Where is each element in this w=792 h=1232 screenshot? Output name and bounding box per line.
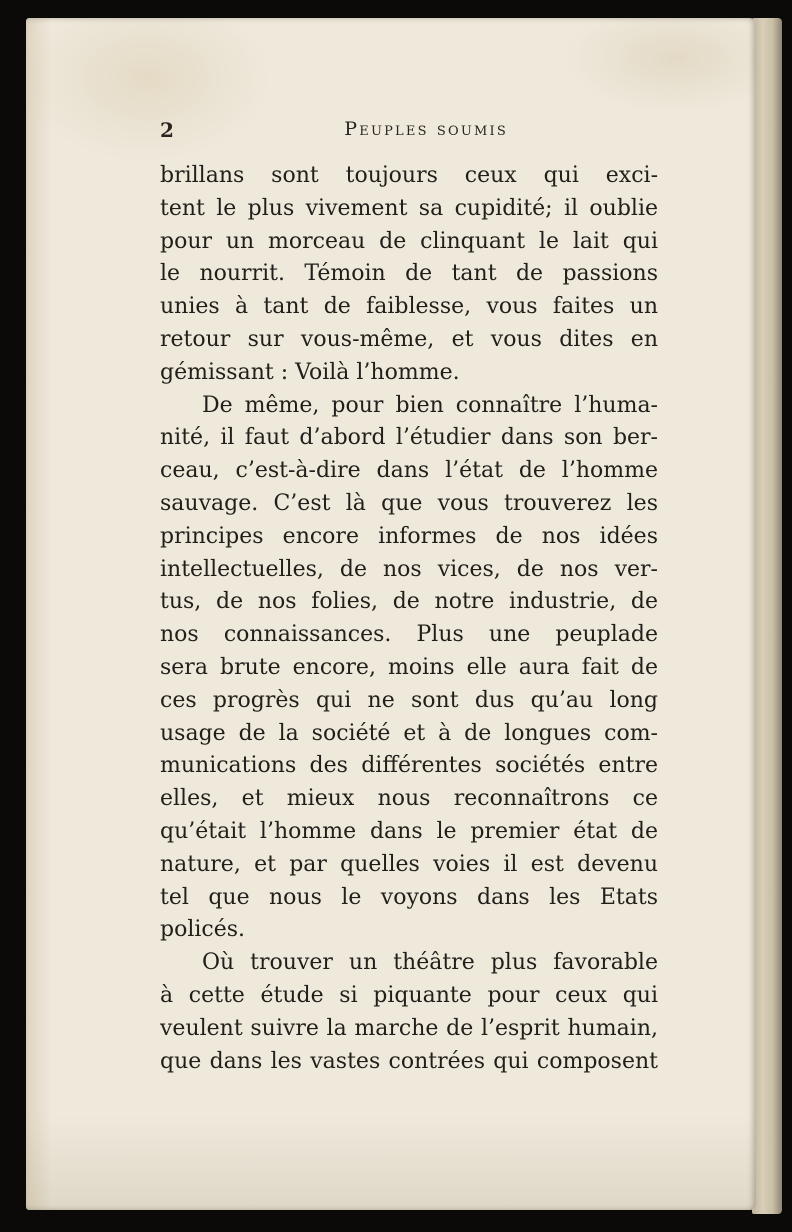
text-line: sauvage. C’est là que vous trouverez les xyxy=(160,490,658,516)
text-line: nos connaissances. Plus une peuplade xyxy=(160,622,658,648)
text-line: à cette étude si piquante pour ceux qui xyxy=(160,982,658,1008)
text-line: qu’était l’homme dans le premier état de xyxy=(160,818,658,844)
text-line: sera brute encore, moins elle aura fait de xyxy=(160,654,658,680)
text-line: le nourrit. Témoin de tant de passions xyxy=(160,261,658,287)
text-line: unies à tant de faiblesse, vous faites un xyxy=(160,294,658,320)
text-line: usage de la société et à de longues com- xyxy=(160,720,658,746)
text-line: gémissant : Voilà l’homme. xyxy=(160,359,460,385)
running-head xyxy=(160,116,508,146)
adjacent-page-edge xyxy=(752,18,782,1214)
text-line: ces progrès qui ne sont dus qu’au long xyxy=(160,687,658,713)
text-line: tus, de nos folies, de notre industrie, de xyxy=(160,589,658,615)
text-line: retour sur vous-même, et vous dites en xyxy=(160,326,658,352)
text-line: policés. xyxy=(160,917,246,943)
page-number: 2 xyxy=(160,118,174,142)
text-line: nité, il faut d’abord l’étudier dans son ber- xyxy=(160,425,658,451)
text-line: que dans les vastes contrées qui composent xyxy=(160,1048,658,1074)
text-line: nature, et par quelles voies il est devenu xyxy=(160,851,658,877)
text-line: Où trouver un théâtre plus favorable xyxy=(202,950,658,976)
text-line: tel que nous le voyons dans les Etats xyxy=(160,884,658,910)
text-line: ceau, c’est-à-dire dans l’état de l’homme xyxy=(160,458,658,484)
body-text xyxy=(160,160,658,1078)
text-line: De même, pour bien connaître l’huma- xyxy=(202,392,658,418)
text-line: pour un morceau de clinquant le lait qui xyxy=(160,228,658,254)
text-line: intellectuelles, de nos vices, de nos ver- xyxy=(160,556,658,582)
text-line: veulent suivre la marche de l’esprit humain, xyxy=(160,1015,658,1041)
text-line: munications des différentes sociétés entre xyxy=(160,753,658,779)
text-line: principes encore informes de nos idées xyxy=(160,523,658,549)
running-title: Peuples soumis xyxy=(344,118,508,140)
text-line: tent le plus vivement sa cupidité; il oublie xyxy=(160,195,658,221)
text-line: brillans sont toujours ceux qui exci- xyxy=(160,163,658,188)
text-line: elles, et mieux nous reconnaîtrons ce xyxy=(160,786,658,812)
